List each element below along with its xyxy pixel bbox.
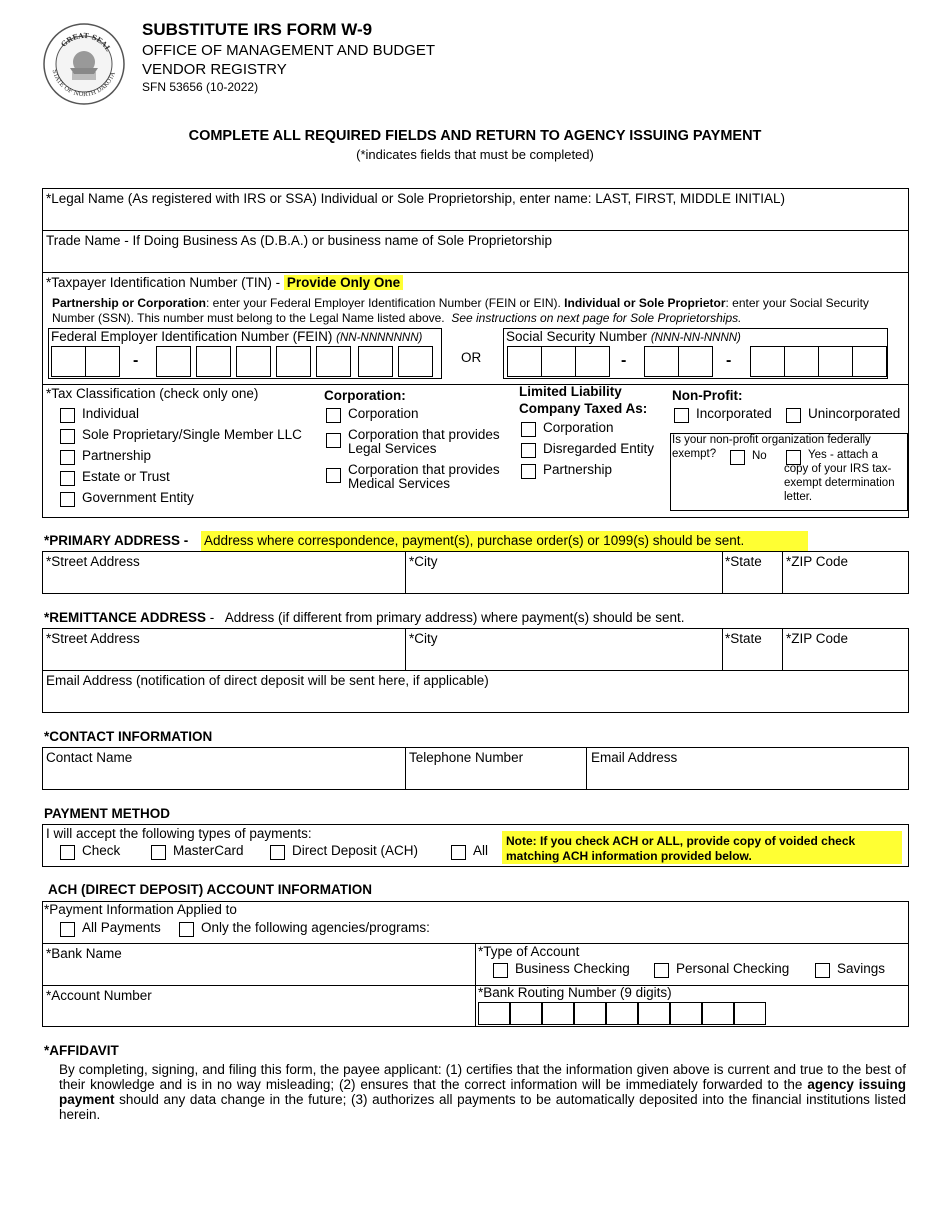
all-payments-checkbox[interactable] <box>60 922 75 937</box>
ssn-digit-box[interactable] <box>678 346 713 377</box>
nonprofit-incorporated-label: Incorporated <box>696 406 772 421</box>
mastercard-checkbox[interactable] <box>151 845 166 860</box>
llc-partnership-label: Partnership <box>543 462 613 477</box>
primary-zip-input[interactable] <box>784 572 906 592</box>
ach-heading: ACH (DIRECT DEPOSIT) ACCOUNT INFORMATION <box>48 882 372 897</box>
savings-checkbox[interactable] <box>815 963 830 978</box>
remit-city-label: *City <box>409 631 438 646</box>
contact-email-input[interactable] <box>588 768 906 788</box>
corp-legal-services-label: Corporation that provides Legal Services <box>348 427 500 456</box>
nonprofit-heading: Non-Profit: <box>672 388 743 403</box>
trade-name-input[interactable] <box>44 250 906 270</box>
state-seal <box>42 22 126 106</box>
exempt-no-label: No <box>752 450 767 462</box>
sole-proprietary-checkbox[interactable] <box>60 429 75 444</box>
ssn-digit-box[interactable] <box>575 346 610 377</box>
telephone-label: Telephone Number <box>409 750 524 765</box>
ssn-digit-box[interactable] <box>750 346 785 377</box>
routing-digit-box[interactable] <box>510 1002 542 1025</box>
ssn-digit-box[interactable] <box>852 346 887 377</box>
corporation-label: Corporation <box>348 406 419 421</box>
ach-note-line1: Note: If you check ACH or ALL, provide copy of voided check <box>506 834 856 848</box>
only-agencies-checkbox[interactable] <box>179 922 194 937</box>
corp-medical-services-label: Corporation that provides Medical Services <box>348 462 500 491</box>
payment-method-heading: PAYMENT METHOD <box>44 806 171 821</box>
payment-accept-label: I will accept the following types of payments: <box>46 826 312 841</box>
agencies-programs-input[interactable] <box>440 920 906 940</box>
tin-label: *Taxpayer Identification Number (TIN) - Provide Only One <box>46 275 403 290</box>
contact-email-label: Email Address <box>591 750 678 765</box>
exempt-no-checkbox[interactable] <box>730 450 745 465</box>
fein-digit-box[interactable] <box>276 346 311 377</box>
fein-digit-box[interactable] <box>316 346 351 377</box>
trade-name-label: Trade Name - If Doing Business As (D.B.A.) or business name of Sole Proprietorship <box>46 233 552 248</box>
form-title: SUBSTITUTE IRS FORM W-9 <box>142 20 373 39</box>
tax-classification-label: *Tax Classification (check only one) <box>46 386 259 401</box>
fein-dash: - <box>133 352 139 369</box>
individual-label: Individual <box>82 406 140 421</box>
exempt-yes-line3: exempt determination <box>784 477 895 489</box>
exempt-yes-line1: Yes - attach a <box>808 449 878 461</box>
all-payments-method-label: All <box>473 843 489 858</box>
contact-name-label: Contact Name <box>46 750 133 765</box>
remit-street-label: *Street Address <box>46 631 140 646</box>
fein-digit-box[interactable] <box>236 346 271 377</box>
ssn-digit-box[interactable] <box>818 346 853 377</box>
ssn-label: Social Security Number (NNN-NN-NNNN) <box>506 329 741 344</box>
fein-digit-box[interactable] <box>156 346 191 377</box>
bank-name-input[interactable] <box>44 964 473 984</box>
primary-city-input[interactable] <box>407 572 720 592</box>
primary-street-input[interactable] <box>44 572 403 592</box>
routing-digit-box[interactable] <box>670 1002 702 1025</box>
corporation-checkbox[interactable] <box>326 408 341 423</box>
remit-zip-input[interactable] <box>784 649 906 669</box>
routing-digit-box[interactable] <box>478 1002 510 1025</box>
bank-name-label: *Bank Name <box>46 946 122 961</box>
required-note: (*indicates fields that must be completed) <box>356 147 594 162</box>
contact-name-input[interactable] <box>44 768 403 788</box>
routing-digit-box[interactable] <box>542 1002 574 1025</box>
fein-digit-box[interactable] <box>51 346 86 377</box>
provide-only-one-highlight: Provide Only One <box>284 275 403 290</box>
llc-heading-2: Company Taxed As: <box>519 401 648 416</box>
contact-heading: *CONTACT INFORMATION <box>44 729 213 744</box>
registry-name: VENDOR REGISTRY <box>142 61 287 78</box>
primary-address-heading: *PRIMARY ADDRESS - <box>44 533 189 548</box>
ssn-digit-box[interactable] <box>507 346 542 377</box>
individual-checkbox[interactable] <box>60 408 75 423</box>
personal-checking-label: Personal Checking <box>676 961 790 976</box>
corp-legal-services-checkbox[interactable] <box>326 433 341 448</box>
account-number-input[interactable] <box>44 1006 473 1025</box>
routing-digit-box[interactable] <box>638 1002 670 1025</box>
remit-street-input[interactable] <box>44 649 403 669</box>
remittance-heading: *REMITTANCE ADDRESS - Address (if different from primary address) where payment(s) should be sent. <box>44 610 685 625</box>
telephone-input[interactable] <box>407 768 584 788</box>
ssn-dash-2: - <box>726 352 732 369</box>
routing-number-label: *Bank Routing Number (9 digits) <box>478 985 672 1000</box>
only-agencies-label: Only the following agencies/programs: <box>201 920 430 935</box>
direct-deposit-checkbox[interactable] <box>270 845 285 860</box>
remit-state-label: *State <box>725 631 762 646</box>
fein-label: Federal Employer Identification Number (FEIN) (NN-NNNNNNN) <box>51 329 423 344</box>
ssn-digit-box[interactable] <box>644 346 679 377</box>
affidavit-text: By completing, signing, and filing this form, the payee applicant: (1) certifies that the information given above is current and true to the best of their knowledge and is in no way misleading; (2) ensures that the correct information will be immediately forwarded to the agency issuing payment should any data change in the future; (3) authorizes all payments to be automatically deposited into the financial institutions listed herein. <box>59 1062 906 1122</box>
nonprofit-unincorporated-checkbox[interactable] <box>786 408 801 423</box>
tin-instructions-line2: Number (SSN). This number must belong to the Legal Name listed above. See instructions on next page for Sole Proprietorships. <box>52 311 742 325</box>
affidavit-heading: *AFFIDAVIT <box>44 1043 119 1058</box>
account-number-label: *Account Number <box>46 988 152 1003</box>
ssn-digit-box[interactable] <box>784 346 819 377</box>
check-payment-label: Check <box>82 843 121 858</box>
corp-medical-services-checkbox[interactable] <box>326 468 341 483</box>
exempt-yes-line4: letter. <box>784 491 813 503</box>
government-entity-checkbox[interactable] <box>60 492 75 507</box>
account-type-label: *Type of Account <box>478 944 580 959</box>
ssn-digit-box[interactable] <box>541 346 576 377</box>
llc-disregarded-checkbox[interactable] <box>521 443 536 458</box>
all-payments-label: All Payments <box>82 920 161 935</box>
seal-top-text: GREAT SEAL <box>59 30 113 53</box>
primary-street-label: *Street Address <box>46 554 140 569</box>
partnership-label: Partnership <box>82 448 152 463</box>
all-payments-method-checkbox[interactable] <box>451 845 466 860</box>
fein-digit-box[interactable] <box>85 346 120 377</box>
personal-checking-checkbox[interactable] <box>654 963 669 978</box>
routing-digit-box[interactable] <box>702 1002 734 1025</box>
primary-address-note: Address where correspondence, payment(s), purchase order(s) or 1099(s) should be sent. <box>204 533 745 548</box>
llc-heading-1: Limited Liability <box>519 384 622 399</box>
routing-digit-box[interactable] <box>574 1002 606 1025</box>
remit-zip-label: *ZIP Code <box>786 631 849 646</box>
ach-note-line2: matching ACH information provided below. <box>506 849 752 863</box>
mastercard-label: MasterCard <box>173 843 244 858</box>
payment-applied-label: *Payment Information Applied to <box>44 902 237 917</box>
business-checking-checkbox[interactable] <box>493 963 508 978</box>
primary-zip-label: *ZIP Code <box>786 554 849 569</box>
remit-state-input[interactable] <box>724 649 780 669</box>
fein-digit-box[interactable] <box>196 346 231 377</box>
sole-proprietary-label: Sole Proprietary/Single Member LLC <box>82 427 302 442</box>
nonprofit-unincorporated-label: Unincorporated <box>808 406 901 421</box>
government-entity-label: Government Entity <box>82 490 194 505</box>
or-label: OR <box>461 350 482 365</box>
remit-email-input[interactable] <box>44 691 906 711</box>
exempt-question-line1: Is your non-profit organization federally <box>672 434 871 446</box>
seal-bottom-text: STATE OF NORTH DAKOTA <box>50 68 117 99</box>
remit-city-input[interactable] <box>407 649 720 669</box>
check-payment-checkbox[interactable] <box>60 845 75 860</box>
primary-state-input[interactable] <box>724 572 780 592</box>
routing-digit-box[interactable] <box>606 1002 638 1025</box>
fein-digit-box[interactable] <box>358 346 393 377</box>
corporation-heading: Corporation: <box>324 388 406 403</box>
direct-deposit-label: Direct Deposit (ACH) <box>292 843 419 858</box>
business-checking-label: Business Checking <box>515 961 630 976</box>
nonprofit-incorporated-checkbox[interactable] <box>674 408 689 423</box>
savings-label: Savings <box>837 961 886 976</box>
llc-partnership-checkbox[interactable] <box>521 464 536 479</box>
ssn-dash-1: - <box>621 352 627 369</box>
legal-name-input[interactable] <box>44 208 906 228</box>
partnership-checkbox[interactable] <box>60 450 75 465</box>
estate-trust-checkbox[interactable] <box>60 471 75 486</box>
llc-disregarded-label: Disregarded Entity <box>543 441 655 456</box>
legal-name-label: *Legal Name (As registered with IRS or SSA) Individual or Sole Proprietorship, enter name: LAST, FIRST, MIDDLE INITIAL) <box>46 191 786 206</box>
exempt-yes-line2: copy of your IRS tax- <box>784 463 892 475</box>
llc-corporation-checkbox[interactable] <box>521 422 536 437</box>
fein-digit-box[interactable] <box>398 346 433 377</box>
primary-city-label: *City <box>409 554 438 569</box>
office-name: OFFICE OF MANAGEMENT AND BUDGET <box>142 42 436 59</box>
tin-instructions-line1: Partnership or Corporation: enter your Federal Employer Identification Number (FEIN or EIN). Individual or Sole Proprietor: enter your Social Security <box>52 296 869 310</box>
estate-trust-label: Estate or Trust <box>82 469 170 484</box>
primary-state-label: *State <box>725 554 762 569</box>
form-number: SFN 53656 (10-2022) <box>142 80 259 94</box>
main-instruction: COMPLETE ALL REQUIRED FIELDS AND RETURN TO AGENCY ISSUING PAYMENT <box>188 128 762 144</box>
remit-email-label: Email Address (notification of direct deposit will be sent here, if applicable) <box>46 673 489 688</box>
routing-digit-box[interactable] <box>734 1002 766 1025</box>
exempt-question-line2: exempt? <box>672 448 717 460</box>
llc-corporation-label: Corporation <box>543 420 614 435</box>
